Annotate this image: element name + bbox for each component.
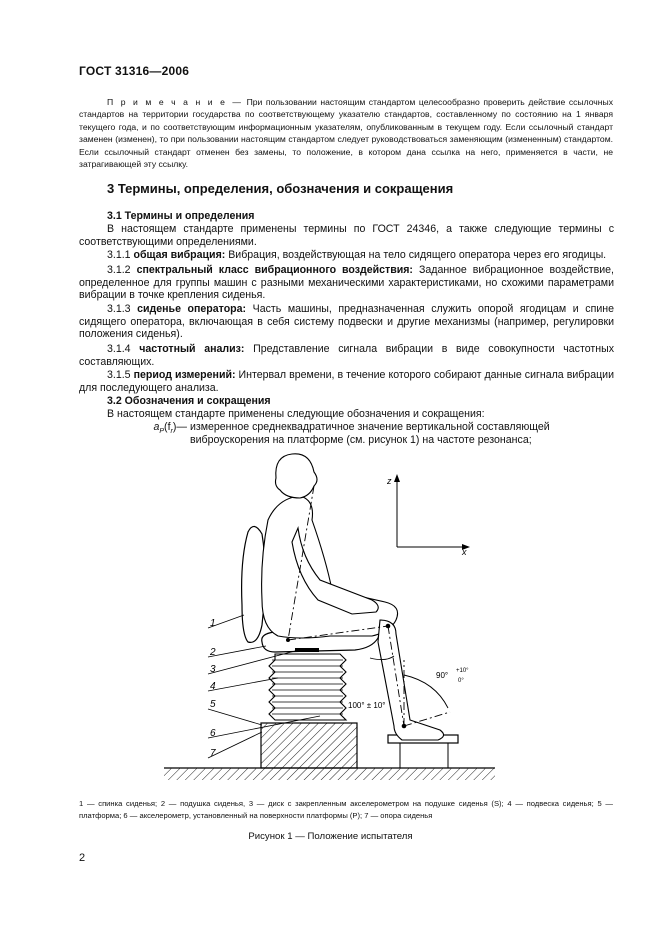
callout-1: 1 <box>210 618 216 629</box>
ankle-point <box>402 724 407 729</box>
callout-6: 6 <box>210 728 216 739</box>
angle-knee-label: 100° ± 10° <box>348 701 386 710</box>
callout-3: 3 <box>210 664 216 675</box>
subsection-3-1-intro: В настоящем стандарте применены термины по ГОСТ 24346, а также следующие термины с соответствующими определениями. <box>79 223 614 248</box>
page-number: 2 <box>79 852 86 864</box>
platform <box>261 723 357 768</box>
symbol-definition <box>79 421 614 446</box>
symbol-text: измеренное среднеквадратичное значение вертикальной составляющей виброускорения на платформе (см. рисунок 1) на частоте резонанса; <box>189 421 550 446</box>
knee-point <box>386 624 391 629</box>
ground-hatch <box>164 768 495 780</box>
figure-legend: 1 — спинка сиденья; 2 — подушка сиденья, 3 — диск с закрепленным акселерометром на подушке сиденья (S); 4 — подвеска сиденья; 5 — платформа; 6 — акселерометр, установленный на поверхности платформы (P); 7 — опора сиденья <box>79 799 613 820</box>
note-text: При пользовании настоящим стандартом целесообразно проверить действие ссылочных стандартов на территории государства по соответствующему указателю стандартов, составленному по состоянию на 1 января текущего года, и по соответствующим информационным указателям, опубликованным в текущем году. Если ссылочный стандарт заменен (изменен), то при пользовании настоящим стандартом следует руководствоваться заменяющим (измененным) стандартом. Если ссылочный стандарт отменен без замены, то положение, в котором дана ссылка на него, применяется в части, не затрагивающей эту ссылку. <box>79 97 614 170</box>
subsection-3-2-intro: В настоящем стандарте применены следующие обозначения и сокращения: <box>107 408 485 420</box>
hip-point <box>286 638 290 642</box>
axis-x-label: x <box>462 547 467 557</box>
angle-ankle-label: 90° <box>436 671 449 680</box>
axes-icon <box>386 474 470 557</box>
note-label: П р и м е ч а н и е — <box>107 97 244 107</box>
term-3-1-3: 3.1.3 сиденье оператора: Часть машины, предназначенная служить опорой ягодицам и спине сидящего оператора, включающая в себя систему подвески и другие механизмы (например, регулировки положения сиденья). <box>79 303 614 341</box>
subsection-3-2-title: 3.2 Обозначения и сокращения <box>107 395 271 407</box>
term-3-1-4: 3.1.4 частотный анализ: Представление сигнала вибрации в виде совокупности частотных составляющих. <box>79 343 614 368</box>
symbol-label: $a_P(f_r)—$ <box>153 421 187 436</box>
angle-ankle-sub: 0° <box>458 678 464 684</box>
callout-2: 2 <box>210 647 216 658</box>
term-3-1-1: 3.1.1 общая вибрация: Вибрация, воздействующая на тело сидящего оператора через его ягодицы. <box>107 249 607 261</box>
seat-disc <box>295 648 319 652</box>
section-3-title: 3 Термины, определения, обозначения и сокращения <box>107 181 454 196</box>
callout-4: 4 <box>210 681 216 692</box>
term-3-1-2: 3.1.2 спектральный класс вибрационного воздействия: Заданное вибрационное воздействие, определенное для группы машин с разными механическими характеристиками, но схожими параметрами вибрации в точке крепления сиденья. <box>79 264 614 302</box>
document-header: ГОСТ 31316—2006 <box>79 64 190 78</box>
figure-1-drawing <box>150 450 520 790</box>
seat-suspension <box>269 654 346 720</box>
term-3-1-5: 3.1.5 период измерений: Интервал времени, в течение которого собирают данные сигнала вибрации для последующего анализа. <box>79 369 614 394</box>
callout-7: 7 <box>210 748 216 759</box>
note-paragraph <box>79 96 613 170</box>
callout-5: 5 <box>210 699 216 710</box>
angle-ankle-sup: +10° <box>456 668 469 674</box>
subsection-3-1-title: 3.1 Термины и определения <box>107 210 255 222</box>
figure-caption: Рисунок 1 — Положение испытателя <box>248 831 413 842</box>
axis-z-label: z <box>387 476 392 486</box>
